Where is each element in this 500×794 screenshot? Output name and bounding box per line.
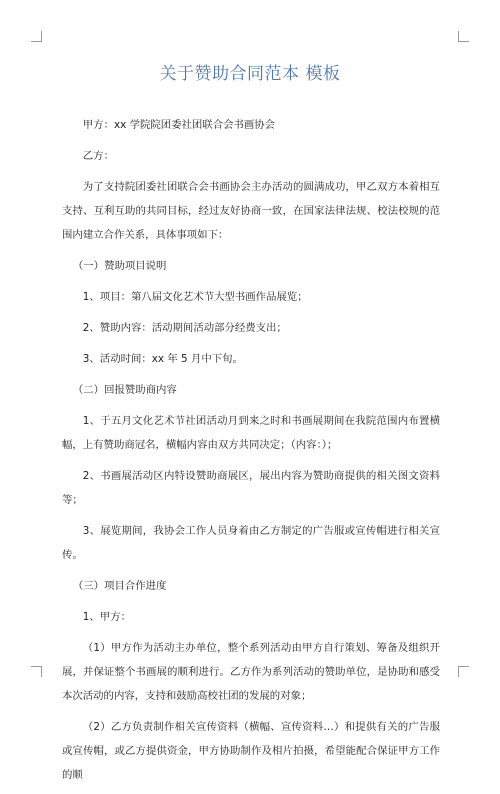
list-item: 2、书画展活动区内特设赞助商展区，展出内容为赞助商提供的相关图文资料等；: [62, 470, 440, 506]
party-b-line: 乙方：: [82, 150, 114, 162]
list-item: 2、赞助内容：活动期间活动部分经费支出；: [82, 322, 287, 334]
page-corner-mark-top-left: [31, 31, 42, 42]
document-body: [62, 113, 440, 794]
list-item: 1、甲方：: [82, 611, 131, 623]
list-item: （2）乙方负责制作相关宣传资料（横幅、宣传资料…）和提供有关的广告服或宣传帽，或乙方提供资金，甲方协助制作及相片拍摄，希望能配合保证甲方工作的顺: [62, 721, 440, 781]
intro-paragraph: 为了支持院团委社团联合会书画协会主办活动的圆满成功，甲乙双方本着相互支持、互利互助的共同目标，经过友好协商一致，在国家法律法规、校法校规的范围内建立合作关系，具体事项如下：: [62, 181, 440, 241]
section-heading-progress: （三）项目合作进度: [72, 580, 167, 592]
list-item: 3、展览期间，我协会工作人员身着由乙方制定的广告服或宣传帽进行相关宣传。: [62, 525, 440, 561]
list-item: 1、于五月文化艺术节社团活动月到来之时和书画展期间在我院范围内布置横幅，上有赞助商冠名，横幅内容由双方共同决定；（内容：）；: [62, 415, 440, 451]
list-item: （1）甲方作为活动主办单位，整个系列活动由甲方自行策划、筹备及组织开展，并保证整个书画展的顺利进行。乙方作为系列活动的赞助单位，是协助和感受本次活动的内容，支持和鼓励高校社团的发展的对象；: [62, 642, 440, 702]
section-heading-returns: （二）回报赞助商内容: [72, 384, 177, 396]
list-item: 3、活动时间：xx 年 5 月中下旬。: [82, 353, 243, 365]
party-a-line: 甲方：xx 学院院团委社团联合会书画协会: [82, 119, 276, 131]
page-corner-mark-bottom-right: [458, 666, 469, 677]
list-item: 1、项目：第八届文化艺术节大型书画作品展览；: [82, 291, 308, 303]
document-title: 关于赞助合同范本 模板: [159, 64, 341, 84]
section-heading-sponsorship: （一）赞助项目说明: [72, 260, 167, 272]
page-corner-mark-bottom-left: [31, 666, 42, 677]
page-corner-mark-top-right: [458, 31, 469, 42]
